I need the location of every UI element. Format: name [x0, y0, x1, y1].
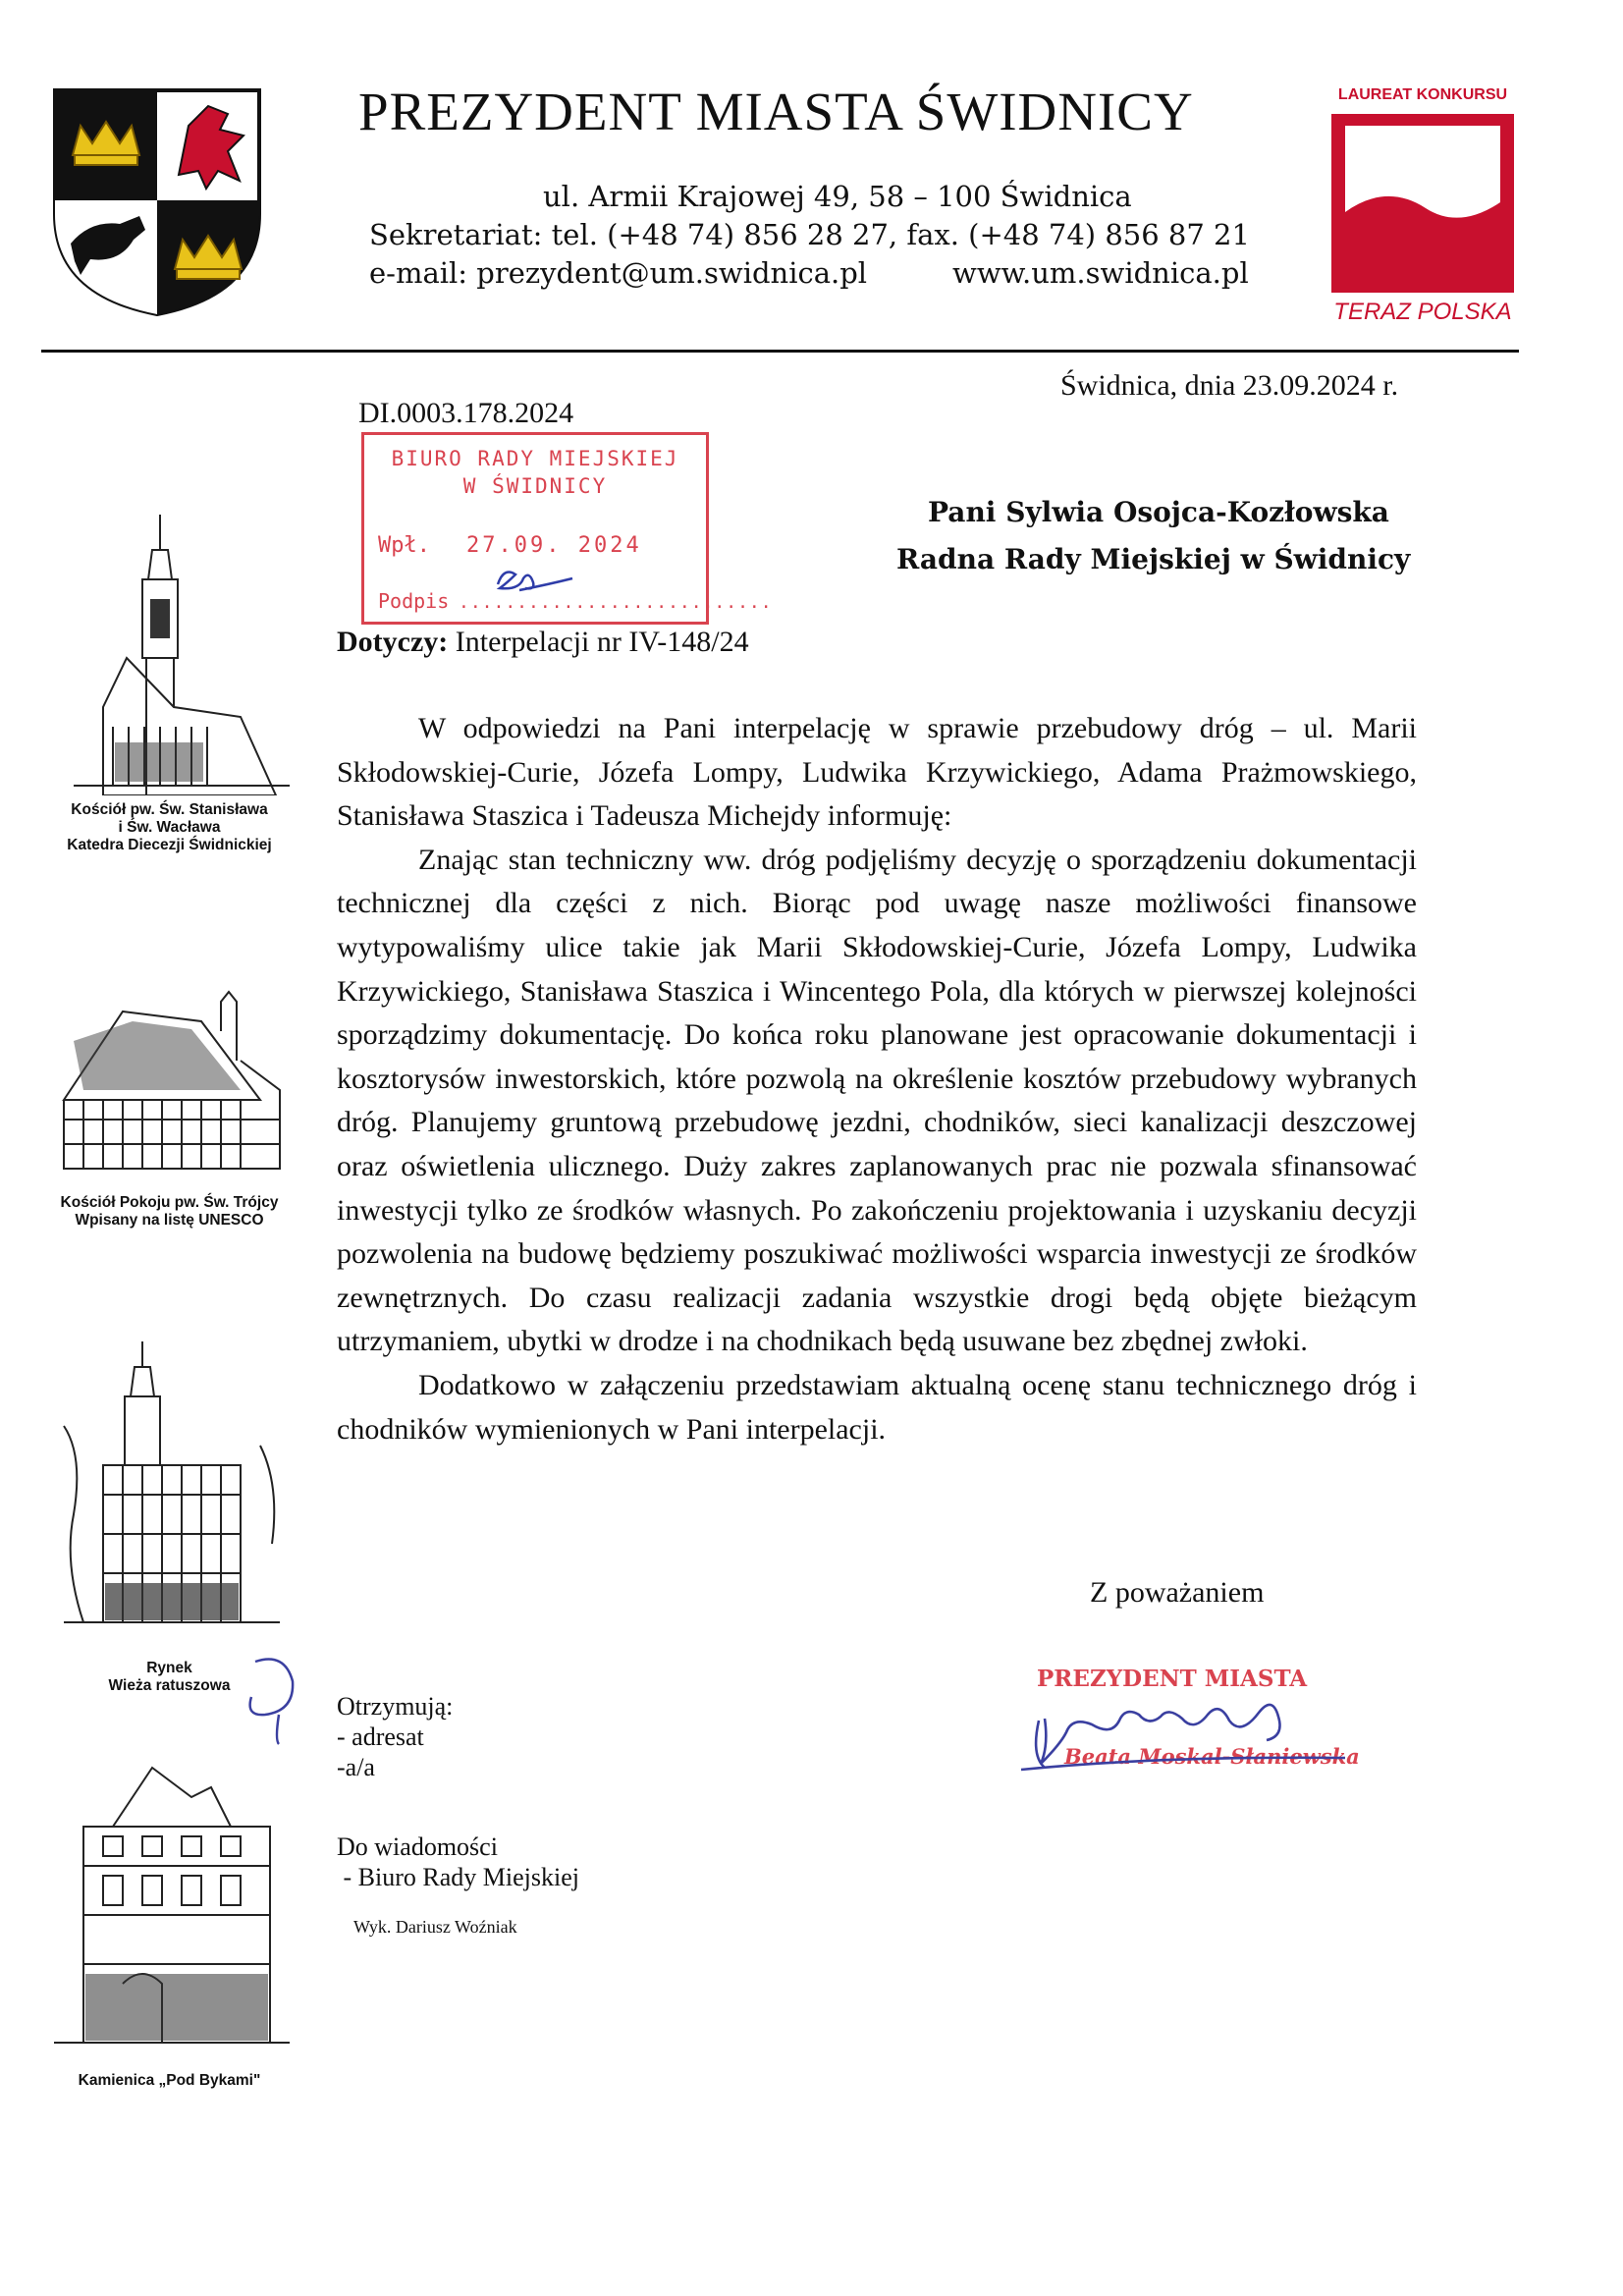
laureat-badge	[1329, 86, 1516, 332]
header-address: ul. Armii Krajowej 49, 58 – 100 Świdnica	[543, 180, 1132, 213]
body-paragraph-3: Dodatkowo w załączeniu przedstawiam aktualną ocenę stanu technicznego dróg i chodników wymienionych w Pani interpelacji.	[337, 1368, 1417, 1446]
letter-body	[337, 707, 1417, 1451]
sidebar-caption-pod-bykami: Kamienica „Pod Bykami"	[78, 2072, 261, 2089]
sidebar-caption-church-of-peace: Kościół Pokoju pw. Św. Trójcy Wpisany na listę UNESCO	[60, 1194, 279, 1229]
laureat-top-text: LAUREAT KONKURSU	[1337, 86, 1508, 103]
recipient-role: Radna Rady Miejskiej w Świdnicy	[896, 543, 1411, 575]
header-divider	[41, 350, 1519, 353]
cc-list	[337, 1831, 579, 1892]
stamp-received-date: 27.09. 2024	[466, 533, 642, 558]
signature-title: PREZYDENT MIASTA	[1037, 1666, 1308, 1692]
header-phone-line: Sekretariat: tel. (+48 74) 856 28 27, fax. (+48 74) 856 87 21	[369, 218, 1250, 251]
handwritten-mark	[196, 1642, 304, 1750]
header-email[interactable]: e-mail: prezydent@um.swidnica.pl	[369, 256, 868, 290]
letter-date: Świdnica, dnia 23.09.2024 r.	[1060, 369, 1399, 402]
pod-bykami-house-sketch	[44, 1758, 295, 2049]
coat-of-arms	[51, 86, 263, 318]
receiver-item: - adresat	[337, 1722, 424, 1751]
stamp-received-label: Wpł.	[378, 533, 430, 558]
stamp-sign-label: Podpis	[378, 589, 450, 613]
stamp-line-1: BIURO RADY MIEJSKIEJ	[391, 447, 679, 470]
receipt-stamp: BIURO RADY MIEJSKIEJ W ŚWIDNICY Wpł. 27.09. 2024 Podpis ...........................	[361, 432, 709, 625]
subject-text: Interpelacji nr IV-148/24	[455, 626, 749, 658]
sidebar-caption-town-hall: Rynek Wieża ratuszowa	[108, 1660, 231, 1694]
cc-item: - Biuro Rady Miejskiej	[337, 1863, 579, 1891]
body-paragraph-1: W odpowiedzi na Pani interpelację w sprawie przebudowy dróg – ul. Marii Skłodowskiej-Curie, Józefa Lompy, Ludwika Krzywickiego, Adama Prażmowskiego, Stanisława Staszica i Tadeusza Michejdy informuję:	[337, 712, 1417, 833]
receivers-list	[337, 1691, 453, 1782]
cc-label: Do wiadomości	[337, 1832, 498, 1861]
church-of-peace-sketch	[44, 982, 295, 1178]
signature-name: Beata Moskal-Słaniewska	[1064, 1744, 1360, 1769]
body-paragraph-2: Znając stan techniczny ww. dróg podjęliśmy decyzję o sporządzeniu dokumentacji technicznej dla części z nich. Biorąc pod uwagę nasze możliwości finansowe wytypowaliśmy ulice takie jak Marii Skłodowskiej-Curie, Józefa Lompy, Ludwika Krzywickiego, Stanisława Staszica i Wincentego Pola, dla których w pierwszej kolejności sporządzimy dokumentację. Do końca roku planowane jest opracowanie dokumentacji i kosztorysów inwestorskich, które pozwolą na określenie kosztów przebudowy wybranych dróg. Planujemy gruntową przebudowę jezdni, chodników, sieci kanalizacji deszczowej oraz oświetlenia ulicznego. Duży zakres zaplanowanych prac nie pozwala sfinansować inwestycji tylko ze środków własnych. Po zakończeniu projektowania i uzyskaniu decyzji pozwolenia na budowę będziemy poszukiwać możliwości wsparcia inwestycji ze środków zewnętrznych. Do czasu realizacji zadania wszystkie drogi będą objęte bieżącym utrzymaniem, ubytki w drodze i na chodnikach będą usuwane bez zbędnej zwłoki.	[337, 843, 1417, 1358]
signature-block	[1001, 1638, 1360, 1776]
receiver-item: -a/a	[337, 1753, 375, 1781]
document-reference: DI.0003.178.2024	[358, 397, 574, 429]
handwritten-signature	[1001, 1638, 1355, 1776]
laureat-bottom-text: TERAZ POLSKA	[1333, 299, 1512, 325]
sidebar-caption-cathedral: Kościół pw. Św. Stanisława i Św. Wacława Katedra Diecezji Świdnickiej	[67, 801, 272, 853]
teraz-polska-logo	[1331, 114, 1514, 293]
header-website[interactable]: www.um.swidnica.pl	[952, 256, 1249, 290]
stamp-initials-signature	[490, 561, 578, 600]
receivers-label: Otrzymują:	[337, 1692, 454, 1721]
header-title: PREZYDENT MIASTA ŚWIDNICY	[358, 82, 1194, 141]
recipient-name: Pani Sylwia Osojca-Kozłowska	[928, 496, 1389, 528]
subject-line	[337, 626, 749, 659]
cathedral-sketch	[44, 511, 295, 795]
town-hall-tower-sketch	[44, 1338, 295, 1628]
stamp-line-2: W ŚWIDNICY	[462, 474, 608, 498]
closing: Z poważaniem	[1090, 1576, 1265, 1609]
author-note: Wyk. Dariusz Woźniak	[353, 1917, 517, 1937]
subject-label: Dotyczy:	[337, 626, 449, 658]
